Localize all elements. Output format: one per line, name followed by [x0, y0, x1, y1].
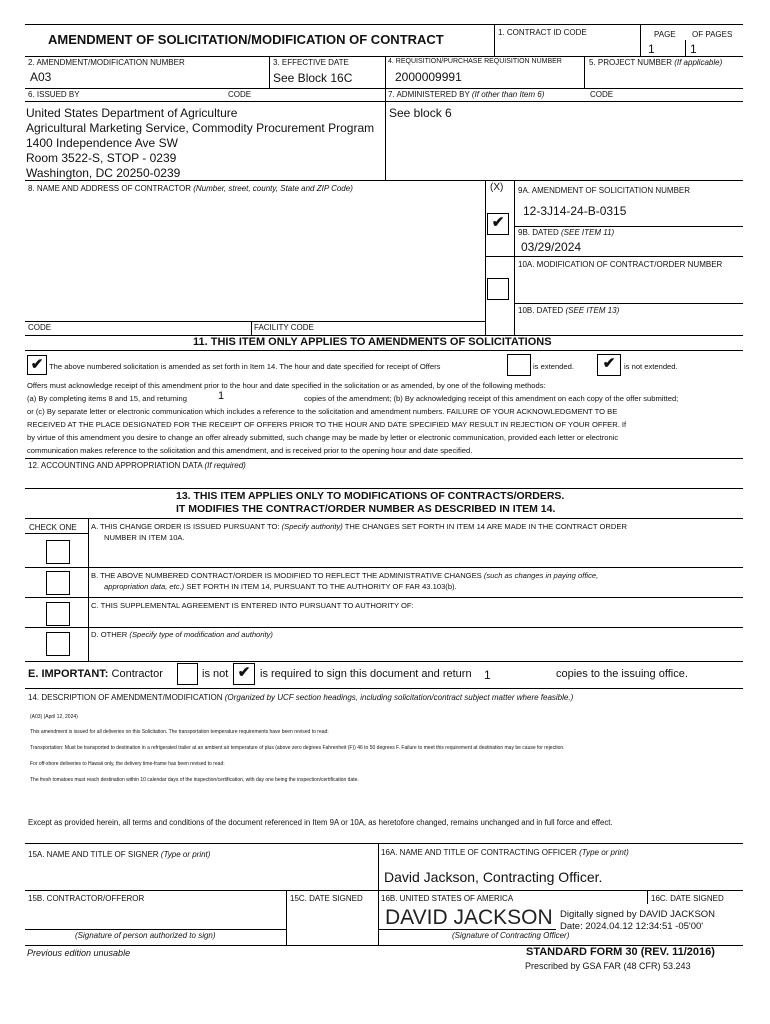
item-11-solicitation-checkbox[interactable]: ✔ [27, 355, 47, 375]
contracting-officer-label: 16A. NAME AND TITLE OF CONTRACTING OFFICER (Type or print) [381, 848, 629, 857]
is-not-label: is not [202, 668, 229, 680]
issued-by-line: 1400 Independence Ave SW [26, 136, 178, 150]
item-11-para-2b: copies of the amendment; (b) By acknowledging receipt of this amendment on each copy of the offer submitted; [304, 394, 679, 403]
project-number-label: 5. PROJECT NUMBER (If applicable) [589, 58, 723, 67]
effective-date: See Block 16C [273, 71, 353, 85]
accounting-label: 12. ACCOUNTING AND APPROPRIATION DATA (If required) [28, 461, 246, 470]
is-extended-checkbox[interactable] [507, 354, 531, 376]
contractor-is-checkbox[interactable] [177, 663, 198, 685]
amend-9a-label: 9A. AMENDMENT OF SOLICITATION NUMBER [518, 186, 691, 195]
item-13a-line1: A. THIS CHANGE ORDER IS ISSUED PURSUANT TO: (Specify authority) THE CHANGES SET FORTH IN ITEM 14 ARE MADE IN THE CONTRACT ORDER [91, 522, 627, 531]
description-line: (A03) (April 12, 2024) [30, 714, 78, 720]
issued-by-line: United States Department of Agriculture [26, 106, 238, 120]
important-label: E. IMPORTANT: Contractor [28, 668, 163, 680]
description-line: This amendment is issued for all deliveries on this Solicitation. The transportation temperature requirements have been revised to read: [30, 729, 329, 735]
item-11-para-5: by virtue of this amendment you desire to change an offer already submitted, such change may be made by letter or electronic communication, provided each letter or electronic [27, 433, 619, 442]
issued-by-code-label: CODE [228, 90, 252, 99]
contract-id-label: 1. CONTRACT ID CODE [498, 28, 587, 37]
item-13a-line2: NUMBER IN ITEM 10A. [104, 533, 185, 542]
is-not-extended-label: is not extended. [624, 362, 678, 371]
top-rule [25, 24, 743, 25]
issued-by-label: 6. ISSUED BY [28, 90, 80, 99]
contractor-is-not-checkbox[interactable]: ✔ [233, 663, 255, 685]
modification-10a-label: 10A. MODIFICATION OF CONTRACT/ORDER NUMBER [518, 260, 723, 269]
issued-by-address [26, 106, 374, 181]
digital-signature-line2: Date: 2024.04.12 12:34:51 -05'00' [560, 921, 704, 932]
checkbox-13a[interactable] [46, 540, 70, 564]
amendment-number: A03 [30, 70, 52, 84]
item-13b-line1: B. THE ABOVE NUMBERED CONTRACT/ORDER IS MODIFIED TO REFLECT THE ADMINISTRATIVE CHANGES (such as changes in paying office, [91, 571, 599, 580]
issuing-office-text: copies to the issuing office. [556, 668, 688, 680]
page-label: PAGE [654, 30, 676, 39]
description-line: Transportation: Must be transported to destination in a refrigerated trailer at an ambient air temperature of plus (above zero degrees Fahrenheit (F)) 46 to 50 degrees F. Failure to meet this requirement at destination may be cause for rejection. [30, 745, 565, 751]
description-line: The fresh tomatoes must reach destination within 10 calendar days of the inspection/certification, with day one being the inspection/certification date. [30, 777, 359, 783]
dated-10b-label: 10B. DATED (SEE ITEM 13) [518, 306, 620, 315]
item-11-para-4: RECEIVED AT THE PLACE DESIGNATED FOR THE RECEIPT OF OFFERS PRIOR TO THE HOUR AND DATE SPECIFIED MAY RESULT IN REJECTION OF YOUR OFFER. If [27, 420, 627, 429]
form-number: STANDARD FORM 30 (REV. 11/2016) [526, 946, 715, 958]
check-one-label: CHECK ONE [29, 523, 77, 532]
signer-label: 15A. NAME AND TITLE OF SIGNER (Type or print) [28, 850, 211, 859]
requisition-label: 4. REQUISITION/PURCHASE REQUISITION NUMBER [388, 58, 562, 65]
item-11-heading: 11. THIS ITEM ONLY APPLIES TO AMENDMENTS OF SOLICITATIONS [193, 336, 552, 348]
prescribed-by: Prescribed by GSA FAR (48 CFR) 53.243 [525, 961, 691, 971]
form-title: AMENDMENT OF SOLICITATION/MODIFICATION OF CONTRACT [48, 32, 444, 47]
x-mark-label: (X) [490, 182, 504, 193]
contractor-label: 8. NAME AND ADDRESS OF CONTRACTOR (Number, street, county, State and ZIP Code) [28, 184, 353, 193]
signature-officer-caption: (Signature of Contracting Officer) [452, 931, 570, 940]
facility-code-label: FACILITY CODE [254, 323, 314, 332]
except-text: Except as provided herein, all terms and conditions of the document referenced in Item 9A or 10A, as heretofore changed, remains unchanged and in full force and effect. [28, 818, 613, 827]
dated-9b-label: 9B. DATED (SEE ITEM 11) [518, 228, 615, 237]
amendment-number-label: 2. AMENDMENT/MODIFICATION NUMBER [28, 58, 185, 67]
digital-signature-name: DAVID JACKSON [385, 906, 553, 929]
item-11-para-1: Offers must acknowledge receipt of this amendment prior to the hour and date specified in the solicitation or as amended, by one of the following methods: [27, 381, 546, 390]
solicitation-number: 12-3J14-24-B-0315 [523, 204, 627, 218]
dated-9b-value: 03/29/2024 [521, 240, 582, 254]
checkbox-10[interactable] [487, 278, 509, 300]
page-number: 1 [648, 42, 655, 56]
description-label: 14. DESCRIPTION OF AMENDMENT/MODIFICATION (Organized by UCF section headings, including solicitation/contract subject matter where feasible.) [28, 693, 574, 702]
item-11-para-3: or (c) By separate letter or electronic communication which includes a reference to the solicitation and amendment numbers. FAILURE OF YOUR ACKNOWLEDGMENT TO BE [27, 407, 618, 416]
previous-edition-note: Previous edition unusable [27, 948, 131, 958]
item-11-para-2a: (a) By completing items 8 and 15, and returning [27, 394, 187, 403]
item-13d-line: D. OTHER (Specify type of modification and authority) [91, 630, 273, 639]
is-extended-label: is extended. [533, 362, 574, 371]
item-13-heading-2: IT MODIFIES THE CONTRACT/ORDER NUMBER AS DESCRIBED IN ITEM 14. [176, 503, 556, 515]
item-13c-line: C. THIS SUPPLEMENTAL AGREEMENT IS ENTERED INTO PURSUANT TO AUTHORITY OF: [91, 601, 414, 610]
digital-signature-line1: Digitally signed by DAVID JACKSON [560, 909, 716, 920]
contractor-code-label: CODE [28, 323, 52, 332]
administered-by-label: 7. ADMINISTERED BY (If other than Item 6) [388, 90, 545, 99]
checkbox-13c[interactable] [46, 602, 70, 626]
description-line: For off-shore deliveries to Hawaii only, the delivery time-frame has been revised to read: [30, 761, 225, 767]
is-not-extended-checkbox[interactable]: ✔ [597, 354, 621, 376]
signature-person-caption: (Signature of person authorized to sign) [75, 931, 216, 940]
administered-by-code-label: CODE [590, 90, 614, 99]
contracting-officer-name: David Jackson, Contracting Officer. [384, 869, 603, 885]
date-signed-15c-label: 15C. DATE SIGNED [290, 894, 363, 903]
item-13-heading-1: 13. THIS ITEM APPLIES ONLY TO MODIFICATIONS OF CONTRACTS/ORDERS. [176, 490, 565, 502]
requisition-number: 2000009991 [395, 70, 462, 84]
checkbox-13d[interactable] [46, 632, 70, 656]
issued-by-line: Room 3522-S, STOP - 0239 [26, 151, 177, 165]
administered-by-value: See block 6 [389, 106, 452, 120]
checkbox-9-checked[interactable]: ✔ [487, 213, 509, 235]
item-11-para-6: communication makes reference to the solicitation and this amendment, and is received prior to the opening hour and date specified. [27, 446, 473, 455]
item-11-copies-value: 1 [218, 390, 225, 402]
item-13b-line2: appropriation data, etc.) SET FORTH IN ITEM 14, PURSUANT TO THE AUTHORITY OF FAR 43.103(b). [104, 582, 457, 591]
of-pages-label: OF PAGES [692, 30, 733, 39]
required-text: is required to sign this document and return [260, 668, 472, 680]
checkbox-13b[interactable] [46, 571, 70, 595]
effective-date-label: 3. EFFECTIVE DATE [273, 58, 349, 67]
copies-count: 1 [484, 668, 491, 682]
of-pages-number: 1 [690, 42, 697, 56]
issued-by-line: Agricultural Marketing Service, Commodity Procurement Program [26, 121, 375, 135]
date-signed-16c-label: 16C. DATE SIGNED [651, 894, 724, 903]
contractor-offeror-label: 15B. CONTRACTOR/OFFEROR [28, 894, 145, 903]
united-states-label: 16B. UNITED STATES OF AMERICA [381, 894, 514, 903]
item-11-line1: The above numbered solicitation is amended as set forth in Item 14. The hour and date specified for receipt of Offers [49, 362, 441, 371]
issued-by-line: Washington, DC 20250-0239 [26, 166, 181, 180]
